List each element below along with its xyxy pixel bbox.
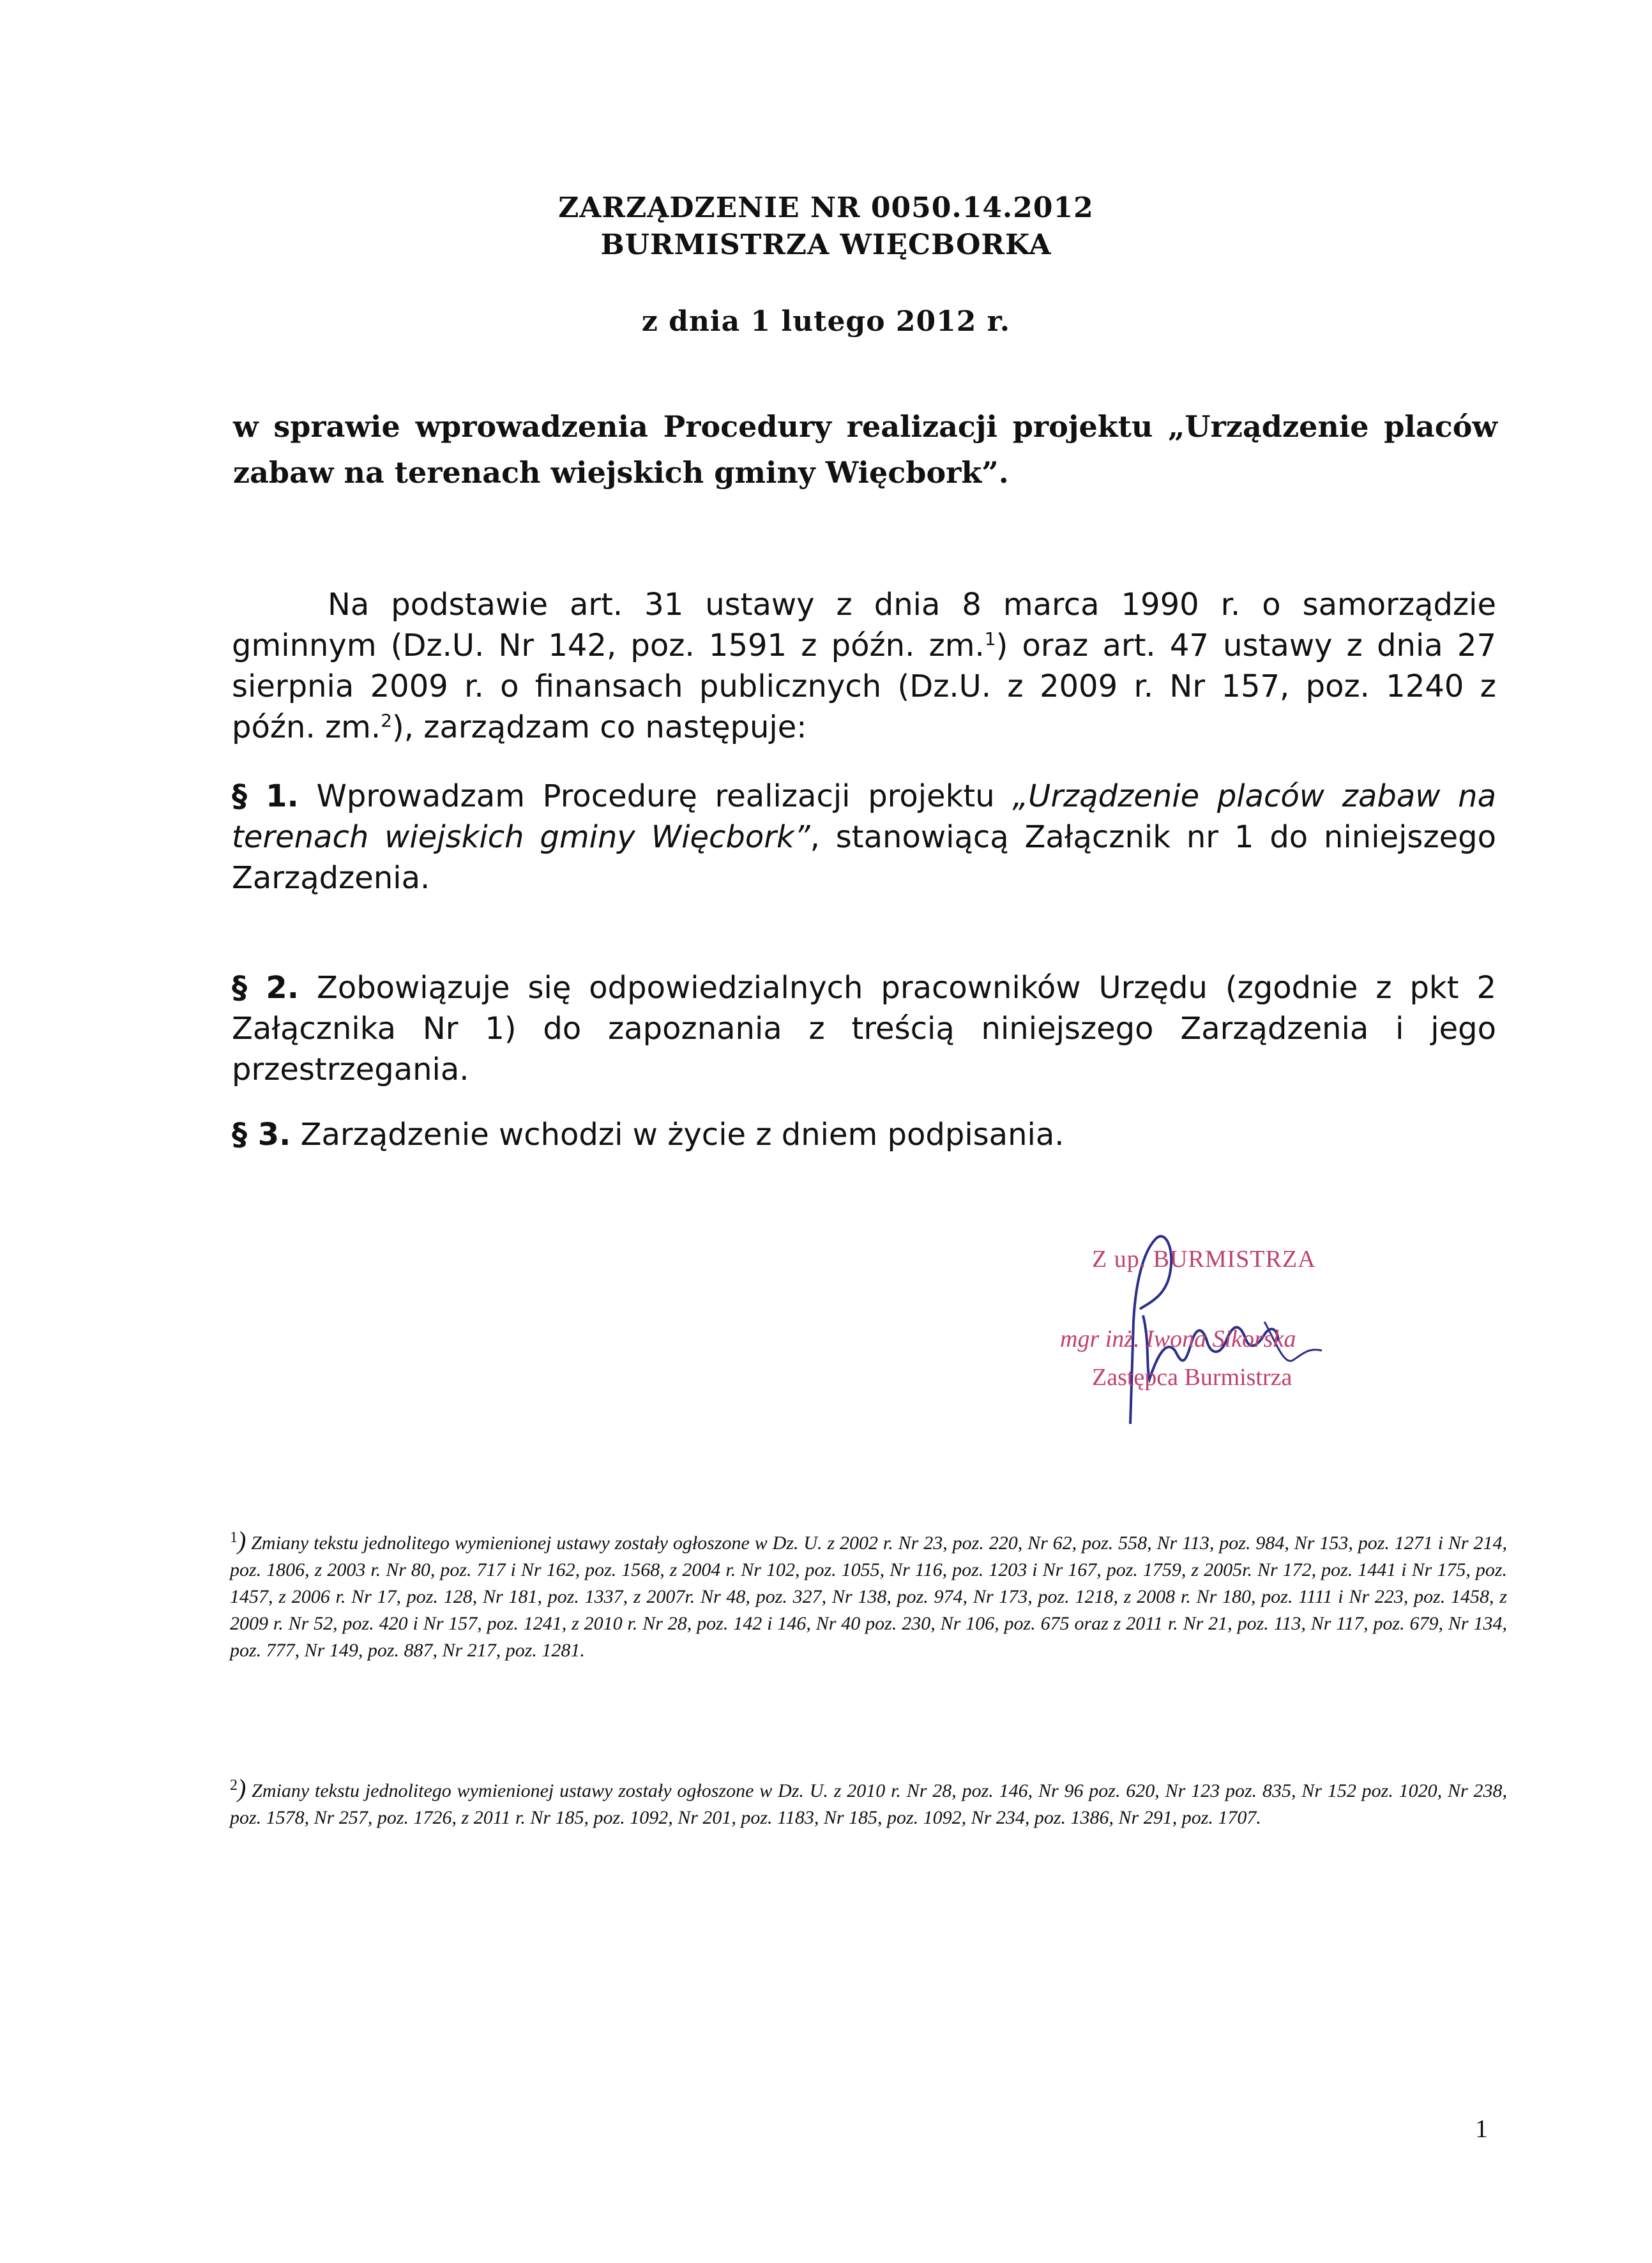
ordinance-number: ZARZĄDZENIE NR 0050.14.2012: [558, 192, 1094, 224]
preamble-text-2: ) oraz art. 47 ustawy z dnia 27 sierpnia 2009 r. o finansach publicznych (Dz.U. z 2009 r. Nr 157, poz. 1240 z późn. zm.: [232, 628, 1496, 745]
stamp-signatory-role: Zastępca Burmistrza: [1092, 1364, 1292, 1391]
footnote-2-text: Zmiany tekstu jednolitego wymienionej ustawy zostały ogłoszone w Dz. U. z 2010 r. Nr 28, poz. 146, Nr 96 poz. 620, Nr 123 poz. 835, Nr 152 poz. 1020, Nr 238, poz. 1578, Nr 257, poz. 1726, z 2011 r. Nr 185, poz. 1092, Nr 201, poz. 1183, Nr 185, poz. 1092, Nr 234, poz. 1386, Nr 291, poz. 1707.: [230, 1780, 1508, 1828]
footnote-ref-1: 1: [984, 628, 996, 649]
stamp-signatory-name: mgr inż. Iwona Sikorska: [1060, 1326, 1296, 1352]
section-1-project-name: „Urządzenie placów zabaw na terenach wiejskich gminy Więcbork”: [232, 778, 1497, 855]
section-1-mark: § 1.: [232, 778, 299, 814]
preamble-text-3: ), zarządzam co następuje:: [392, 709, 807, 745]
section-2-mark: § 2.: [232, 970, 299, 1006]
footnote-1-number: 1: [230, 1529, 238, 1546]
footnote-2-number: 2: [230, 1777, 238, 1794]
footnote-ref-2: 2: [381, 710, 393, 731]
section-1: [232, 776, 1496, 898]
ordinance-date: z dnia 1 lutego 2012 r.: [641, 305, 1011, 338]
footnote-1: $^1$) Zmiany tekstu jednolitego wymienionej ustawy zostały ogłoszone w Dz. U. z 2002 r. Nr 23, poz. 220, Nr 62, poz. 558, Nr 113, poz. 984, Nr 153, poz. 1271 i Nr 214, poz. 1806, z 2003 r. Nr 80, poz. 717 i Nr 162, poz. 1568, z 2004 r. Nr 102, poz. 1055, Nr 116, poz. 1203 i Nr 167, poz. 1759, z 2005r. Nr 172, poz. 1441 i Nr 175, poz. 1457, z 2006 r. Nr 17, poz. 128, Nr 181, poz. 1337, z 2007r. Nr 48, poz. 327, Nr 138, poz. 974, Nr 173, poz. 1218, z 2008 r. Nr 180, poz. 1111 i Nr 223, poz. 1458, z 2009 r. Nr 52, poz. 420 i Nr 157, poz. 1241, z 2010 r. Nr 28, poz. 142 i 146, Nr 40 poz. 230, Nr 106, poz. 675 oraz z 2011 r. Nr 21, poz. 113, Nr 117, poz. 679, Nr 134, poz. 777, Nr 149, poz. 887, Nr 217, poz. 1281.: [230, 1526, 1508, 1661]
page-number: 1: [1475, 2114, 1488, 2143]
section-1-text-before: Wprowadzam Procedurę realizacji projektu: [298, 778, 1013, 814]
section-2: [232, 967, 1496, 1090]
section-3-mark: § 3.: [232, 1117, 291, 1153]
footnote-2: $^2$) Zmiany tekstu jednolitego wymienionej ustawy zostały ogłoszone w Dz. U. z 2010 r. Nr 28, poz. 146, Nr 96 poz. 620, Nr 123 poz. 835, Nr 152 poz. 1020, Nr 238, poz. 1578, Nr 257, poz. 1726, z 2011 r. Nr 185, poz. 1092, Nr 201, poz. 1183, Nr 185, poz. 1092, Nr 234, poz. 1386, Nr 291, poz. 1707.: [230, 1774, 1508, 1828]
section-1-text-after: , stanowiącą Załącznik nr 1 do niniejszego Zarządzenia.: [232, 819, 1496, 896]
section-3: [232, 1114, 1496, 1155]
footnote-1-text: Zmiany tekstu jednolitego wymienionej ustawy zostały ogłoszone w Dz. U. z 2002 r. Nr 23, poz. 220, Nr 62, poz. 558, Nr 113, poz. 984, Nr 153, poz. 1271 i Nr 214, poz. 1806, z 2003 r. Nr 80, poz. 717 i Nr 162, poz. 1568, z 2004 r. Nr 102, poz. 1055, Nr 116, poz. 1203 i Nr 167, poz. 1759, z 2005r. Nr 172, poz. 1441 i Nr 175, poz. 1457, z 2006 r. Nr 17, poz. 128, Nr 181, poz. 1337, z 2007r. Nr 48, poz. 327, Nr 138, poz. 974, Nr 173, poz. 1218, z 2008 r. Nr 180, poz. 1111 i Nr 223, poz. 1458, z 2009 r. Nr 52, poz. 420 i Nr 157, poz. 1241, z 2010 r. Nr 28, poz. 142 i 146, Nr 40 poz. 230, Nr 106, poz. 675 oraz z 2011 r. Nr 21, poz. 113, Nr 117, poz. 679, Nr 134, poz. 777, Nr 149, poz. 887, Nr 217, poz. 1281.: [230, 1533, 1508, 1661]
stamp-authority: Z up. BURMISTRZA: [1092, 1246, 1316, 1273]
ordinance-subject: w sprawie wprowadzenia Procedury realizacji projektu „Urządzenie placów zabaw na terenach wiejskich gminy Więcbork”.: [233, 409, 1497, 490]
preamble: [232, 584, 1496, 748]
section-3-text: Zarządzenie wchodzi w życie z dniem podpisania.: [291, 1117, 1065, 1153]
preamble-text-1: Na podstawie art. 31 ustawy z dnia 8 marca 1990 r. o samorządzie gminnym (Dz.U. Nr 142, poz. 1591 z późn. zm.: [232, 587, 1496, 663]
issuer-title: BURMISTRZA WIĘCBORKA: [600, 229, 1052, 261]
signature-stamp: [1054, 1213, 1501, 1456]
section-2-text: Zobowiązuje się odpowiedzialnych pracowników Urzędu (zgodnie z pkt 2 Załącznika Nr 1) do zapoznania z treścią niniejszego Zarządzenia i jego przestrzegania.: [232, 970, 1497, 1087]
